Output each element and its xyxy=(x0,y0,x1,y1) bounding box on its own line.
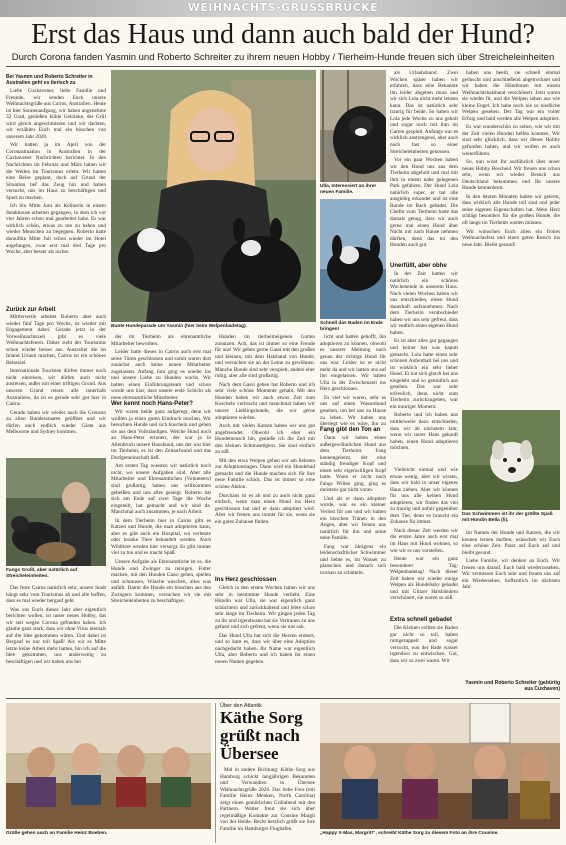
paragraph: Hunden im tierheimeigenen Garten zunutzen. Ach, das ist immer so eine Freude für uns! Wir gehen gerne Gassi mit den großen und kleinen, mit dem Halsband von Hunde, und versuchen sie an der Leine zu gewöhnen. Manche Hunde sind sehr verspielt, andere eher ruhig, aber alle sind großartig. xyxy=(215,334,315,380)
photo-ulla xyxy=(320,70,386,182)
subheadline: Durch Corona fanden Yasmin und Roberto Schreiter zu ihrem neuen Hobby / Tierheim-Hunde freuen sich über Streicheleinheiten xyxy=(11,52,555,63)
photo-main-image xyxy=(111,70,316,322)
caption-ulla: Ulla, Interessiert an ihrer neuen Familie. xyxy=(320,184,377,195)
paragraph: Mit den etwa Welpen gehen wir am liebsten zur Adoptionstagen. Dann wird ein Hundebad gemacht und die Hunde machen sich für ihre neue Familie schick. Das ist immer so eine schöne Aktion. xyxy=(215,457,315,491)
header-rule xyxy=(6,66,560,67)
paragraph: Und als er dann adoptiert wurde, war es ein kleiner Verlust für uns und wir hatten ein bisschen Tränen in den Augen, aber wir freuen uns natürlich für ihn und seine neue Familie. xyxy=(320,495,386,542)
box-title: Käthe Sorg grüßt nach Übersee xyxy=(220,708,303,763)
paragraph: als Urlaubshund. Zwei Wochen später haben wir erfahren, dass eine Bekannte ihn leider abgeben muss und wir sich Lola nicht mehr leisten kann. Das ist natürlich sehr traurig für beide. So haben wir Lola jede Woche zu uns geholt und sogar noch mit ihm im Garten gespielt. Anfangs war es wirklich anstrengend, aber auch nach fast so einer Streicheleinheiten genossen. xyxy=(390,70,458,155)
column-6b xyxy=(462,530,560,680)
paragraph: Vor ein paar Wochen haben wir den Hund uns aus dem Tierheim abgeholt und mal mit ihm in einem nahe gelegenen Park gefahren. Der Hund Lola natürlich super, er hat alle ausgiebig erkundet und ist eine Runde im Bach gebadet. Die Chefin vom Tierheim hatte das damals genug, dass wir auch gerne mal einen Hund über Nacht mit nach Hause nehmen dürften, denn das tut den Hunden auch gut. xyxy=(390,157,458,249)
paragraph: Am ersten Tag wussten wir natürlich noch nicht, wo unsere Aufgaben sind. Aber alle Mitarbeiter und Ehrenamtlichen (Volunteers) sind großartig, haben uns willkommen geheißen und uns alles gezeigt. Roberto hat sich am Ende auf zwei Tage die Woche eingeteilt, hat gemacht und wir sind da. Manchmal auch zusammen, je nach Arbeit. xyxy=(111,463,211,516)
lead-text: Bei Yasmin und Roberto Schreiter in Australien geht es tierisch zu xyxy=(6,74,93,86)
photo-family-boeben xyxy=(6,703,211,829)
paragraph: In der Zeit hatten wir natürlich ein schönes Wochenende in unserem Haus. Nach vielen Wochen haben wir uns entschieden, einen Hund dauerhaft aufzunehmen. Nach dem Tierheim verabschiedet haben wir uns sehr gefreut, dass wir endlich einen eigenen Hund haben. xyxy=(390,271,458,336)
paragraph: Die Kleinen sollten sie Baden gar nicht so toll, haben rumgezappelt und sogar versucht, was der Bade wasser irgendwo zu entwischen. Gut, dass wir so zwei waren. Wir xyxy=(390,625,458,664)
paragraph: Auch mit vielen Katzen haben wir uns gut angefreundet. Obwohl ich eher ein Hundemensch bin, genieße ich die Zeit mit den kleinen Schmusetigern. Sie sind einfach zu süß. xyxy=(215,423,315,456)
paragraph: Es war wunderschön zu sehen, wie wir mit der Zeit vielen Hunden helfen konnten. Wir sind sehr glücklich, dass wir dieses Hobby gefunden haben, und wir wollen es auch weiterführen. xyxy=(462,124,560,157)
photo-water-image xyxy=(320,199,386,319)
photo-family-image xyxy=(6,703,211,829)
column-2a xyxy=(111,334,211,406)
paragraph: Wir waren beide ganz aufgeregt, denn wir wollten ja einen guten Eindruck machen. Wir besuchten Hunde und sich kuscheln und gehen sie aus dem Vollständigen. Welche Hund noch an Hans-Peter erinnert, der war ja in Altenbruch unsere Haushund, uns der war hier im Tierheim, es ist den Zeitaufwand und das Dorfgemeinschaft ließ. xyxy=(111,409,211,461)
paragraph: Was uns Euch dieses Jahr aber eigentlich berichten wollen, ist unser neues Hobby, das wir seit wegen Corona gefunden haben. Ich glaube ganz stark, dass wir ohne Virus niemals auf die Idee gekommen wären. Und dabei ist Bergauf es nur toll Spaß! Als wir es Mitte letzte keine Arbeit mehr hatten, hin ich auf die Idee gekommen, uns anderweitig zu beschäftigen und wir haben uns bei xyxy=(6,606,106,666)
heading-heart: Ins Herz geschlossen xyxy=(215,577,277,583)
paragraph: Roberto und ich haben uns mittlerweile dazu entschieden, dass wir ab nächstem Jahr, wenn wir unser Haus gekauft haben, einen Hund adoptieren möchten. xyxy=(390,412,458,452)
photo-happy-xmas xyxy=(320,703,560,829)
paragraph: So, nun wisst Ihr ausführlich über unser neues Hobby Bescheid. Wir freuen uns schon sehr, wenn wir wieder Besuch aus Deutschland bekommen und Ihr unsere Hunde kennenlernt. xyxy=(462,159,560,192)
paragraph: Es viel wir waren, sehr es uns auf einen Wasserhund gesehen, um bei uns zu Hause zu leben. Wir haben uns überlegt wie es wäre, ihn zu xyxy=(320,394,386,426)
column-5d xyxy=(390,625,458,695)
column-5c xyxy=(390,467,458,615)
paragraph: Mittlerweile arbeitet Roberto aber auch wieder fünf Tage pro Woche, ist wieder mit Engagement dabei. Gerade jetzt in der Vorweihnachtszeit gibt es viele Weihnachtsfeiern. Daher sieht der Tourismus schon wieder besser aus. Australier die im Inland Urlaub machen, Cairns ist ein schönes Reiseziel. xyxy=(6,314,106,366)
column-6a xyxy=(462,70,560,408)
paragraph: haben uns beeilt, sie schnell einmal geduscht und anschließend abgetrocknet und wir haben die Hündinnen mit einem Weihnachtshalsband verschönert. Jetzt waren sie wieder fit, und die Welpen sahen aus wie kleine Engel. Ich habe noch nie so niedliche Welpen gesehen. Der Tag war ein voller Erfolg und bald werden alle Welpen adoptiert. xyxy=(462,70,560,122)
photo-group-dogs xyxy=(6,458,106,566)
paragraph: Leider hatte dieses in Cairns auch erst mal seine Türen geschlossen und somit waren dort zunächst auch keine neuen Mitarbeiter zugelassen. Anfang Juni ging es wieder los und unsere Liebe zu Hunden wuchs. Wir hatten einen Einführungsteam und schon wurde uns klar, dass unsere erste Schicht als neue ehrenamtliche Mitarbeiter. xyxy=(111,349,211,401)
column-5b xyxy=(390,271,458,465)
photo-dog-white xyxy=(462,410,560,510)
paragraph: Ich bin Mitte Juni als Kellnerin in einem Steakhouse arbeiten gegangen, in dem ich vor vier Jahren schon mal gearbeitet habe. Es war wirklich schön, etwas zu tun zu haben und wieder Menschen zu begegnen. Roberto hatte daraufhin Mitte Juli schon wieder im Hotel angefangen, zwar erst mal drei Tage pro Woche, aber besser als nichts. xyxy=(6,203,106,256)
photo-dog-white-image xyxy=(462,410,560,510)
paragraph: Durchaus ist es ab und zu auch nicht ganz einfach, wenn man einen Hund ins Herz geschlossen hat und er dann adoptiert wird. Aber wir freuen uns immer für sie, wenn sie ein gutes Zuhause finden. xyxy=(215,492,315,525)
column-3a xyxy=(215,334,315,574)
paragraph: Vielleicht einmal und wie etwas wenig, aber wir wissen, dass wir bald in unser eigenes Haus ziehen. Aber wir können für uns alle keinen Hund adoptieren, wir finden das viel zu traurig und unfair gegenüber dem Tier, denn es braucht ein Zuhause für immer. xyxy=(390,467,458,526)
photo-main-yasmin xyxy=(111,70,316,322)
column-3b xyxy=(215,585,315,695)
photo-water-dog xyxy=(320,199,386,319)
photo-ulla-image xyxy=(320,70,386,182)
heading-sunday: Unerfüllt, aber obhe xyxy=(390,263,447,269)
heading-dogs: Wer kennt noch Hans-Peter? xyxy=(111,401,193,407)
paragraph: Nach dem Gassi gehen hat Roberto und ich sehr viele schöne Momente gehabt. Mit den Hunden haben wir auch etwas Zeit zum Kuscheln verbracht und manchmal haben wir unsere Lieblingshunde, die wir gerne adoptieren würden. xyxy=(215,381,315,421)
caption-bottom-left: Grüße gehen auch an Familie Heinz Boeben. xyxy=(6,831,108,836)
heading-back-to-work: Zurück zur Arbeit xyxy=(6,307,56,313)
column-1c xyxy=(6,585,106,695)
paragraph: In dem Tierheim hier in Cairns gibt es Katzen und Hunde, die man adoptieren kann, aber es gibt auch ein Hospital, wo verletzte oder kranke Tiere behandelt werden. Auch Wildtiere werden hier versorgt. Es gibt immer viel zu tun und es macht Spaß. xyxy=(111,517,211,557)
photo-xmas-image xyxy=(320,703,560,829)
caption-main: Bunte Hundeparade um Yasmin (hier beim Welpenbadetag). xyxy=(111,324,248,329)
paragraph: licht und hatten gehofft, ihn adoptieren zu können, obwohl es unserer Meinung nach genau der richtige Hund für uns war. Leider ist er nicht mehr da und wir hatten uns auf ihn eingelassen. Wir haben Ulla in der Zwischenzeit ins Herz geschlossen. xyxy=(320,334,386,393)
bottom-rule xyxy=(6,698,560,699)
photo-group-dogs-image xyxy=(6,458,106,566)
caption-bottom-right: „Happy X-Mas, Margrit!“, schreibt Käthe Sorg zu diesem Foto an ihre Cousine. xyxy=(320,831,499,836)
caption-group-dogs: Fangs Großl, aber natürlich auf Streicheleinheiten. xyxy=(6,568,78,579)
paragraph: Das Hund Ulla hat sich die Herzen erobert, und so kam es, dass wir über eine Adoption nachgedacht haben. Ihr Name war eigentlich Ulla, aber Roberto und ich haben ihr einen neuen Namen gegeben. xyxy=(215,632,315,666)
paragraph: Es ist aber alles gut gegangen und keiner hat was kaputt gemacht. Lola hatte einen sehr schönen Aufenthalt bei uns und ist wirklich ein sehr lieber Hund. Er hat sich gleich bei uns eingelebt und so gemütlich aus gesehen. Das war sehr erfreulich, denn nicht zum Tierheim zurückzugehen, war ein trauriger Moment. xyxy=(390,338,458,410)
paragraph: Fang war übrigens ein leidenschaftlicher Schwimmer und liebte es, im Wasser zu planschen und danach sich trocken zu schütteln. xyxy=(320,543,386,576)
column-4a xyxy=(320,334,386,426)
kaethe-box xyxy=(215,703,315,843)
column-1b xyxy=(6,314,106,454)
column-5a xyxy=(390,70,458,260)
paragraph: Im Namen der Hunde und Katzen, die wir kennen lernen durften, wünschen wir Euch eine schöne Zeit. Passt auf Euch auf und bleibt gesund. xyxy=(462,530,560,556)
box-label: Über den Atlantik xyxy=(220,703,262,709)
paragraph: der im Tierheim als ehrenamtliche Mitarbeiter beworben. xyxy=(111,334,211,347)
author-line: Yasmin und Roberto Schreiter (gebürtig aus Cuxhaven) xyxy=(465,680,560,692)
column-1a xyxy=(6,88,106,306)
section-title: WEIHNACHTS-GRUSSBRÜCKE xyxy=(187,1,379,14)
paragraph: Wir wünschen Euch allen ein frohes Weihnachtsfest und einen guten Rutsch ins neue Jahr. Bleibt gesund! xyxy=(462,228,560,248)
paragraph: Gleich in den ersten Wochen haben wir uns sehr in bestimmte Hunde verliebt. Eine Hündin war Ulla, sie war eigentlich ganz schüchtern und zurückhaltend und lebte schon sehr lange im Tierheim. Wir gingen jeden Tag zu ihr und irgendwann hat sie Vertrauen zu uns gefasst und sich gefreut, wenn sie uns sah. xyxy=(215,585,315,631)
paragraph: Das feste Cairns natürlich sehr, unsere Stadt hängt sehr vom Tourismus ab und alle hoffen, dass es mal wieder bergauf geht. xyxy=(6,585,106,605)
heading-extra: Extra schnell gebadet xyxy=(390,617,453,623)
paragraph: Nach dieser Zeit werden wir die ersten Jahre auch erst mal im Haus mit Hund wohnen, so wie wir es uns vorstellen. xyxy=(390,527,458,554)
box-text xyxy=(220,767,315,834)
paragraph: Liebe Familie, wir denken an Euch. Wir freuen uns darauf, Euch bald wiederzusehen. Wir vermissen Euch sehr und freuen uns auf ein Wiedersehen, hoffentlich im nächsten Jahr. xyxy=(462,558,560,591)
paragraph: In den letzten Monaten haben wir gelernt, dass wirklich alle Hunde toll sind und jeder seine eigenen Eigenschaften hat. Mein Herz schlägt besonders für die großen Hunde, die oft lange im Tierheim warten müssen. xyxy=(462,193,560,227)
paragraph: Heute war ein ganz besonderer Tag: Welpenbadetag! Nach dieser Zeit haben wir wieder einige Welpen als Hundebaby gebadet und mit Glitzer Halsbändern verschönert, sie waren so süß. xyxy=(390,556,458,602)
heading-fang: Fang gibt den Ton an xyxy=(320,427,381,433)
paragraph: Internationale Touristen dürfen immer noch nicht einreisen, wir dürfen auch nicht ausreisen, außer mit einer triftigen Grund. Aus unseren Grund reisen alle innerhalb Australiens, da ist es gerade sehr gut hier in Cairns. xyxy=(6,368,106,408)
column-4b xyxy=(320,435,386,695)
column-2b xyxy=(111,409,211,694)
caption-water: Schnell das Baden im Ende bringen! xyxy=(320,321,383,332)
headline: Erst das Haus und dann auch bald der Hund? xyxy=(31,19,535,50)
caption-dog-white: Das Schwimmen ist ihr der größte Spaß mit Hündin Bella (li). xyxy=(462,512,553,523)
paragraph: Gerade haben wir wieder auch die Grenzen zu allen Bundesstaaten geöffnet und wir dürfen auch endlich wieder Gäste aus Melbourne und Sydney kommen. xyxy=(6,409,106,436)
paragraph: Wir hatten ja im April von der Coronasituation in Australien in der Cuxhavener Nachrichten berichtet. In den Nachrichten im Februar und März haben wir die Wellen im Tourismus erlebt. Wir hatten eine Reise geplant, doch auf Grund der Situation lief das Zeug hin und haben versucht, uns im Haus zu beschäftigen und Sport zu machen. xyxy=(6,142,106,201)
paragraph: Mal in andere Richtung: Käthe Sorg aus Hamburg schickt langjährigen Bekannten und Verwandten in Übersee Weihnachtsgrüße 2020. Das liebe Foto (mit Familie Heinz Menken, North Carolina) zeigt einen gemütlichen Grillabend mit den Partnern. Weiter freut sie sich über regelmäßige Kontakte zur Cousine Margit von der Heide. Recht herzlich grüßt sie ihre Familie im Hamburger Flughafen. xyxy=(220,767,315,832)
paragraph: Unsere Aufgabe als Ehrenamtliche ist es, die Hunde und Zwinger zu reinigen, Futter machen, mit den Hunden Gassi gehen, spielen und schmusen, Wäsche waschen, alles was anfällt. Damit die Hunde ein bisschen aus den Zwingern kommen, versuchen wir sie mit Streicheleinheiten zu beschäftigen. xyxy=(111,559,211,605)
paragraph: Dann wir haben einen außergewöhnlichen Hund aus dem Tierheim: Fang kennengelernt, der eine ständig freudiger Kopf und einen sehr eigenwilligen Kopf hatte. Wann er nicht nach Fangs Willen ging, ging es meistens gar nicht voran. xyxy=(320,435,386,494)
paragraph: Liebe Cuxhavener, liebe Familie und Freunde, wir senden Euch unsere Weihnachtsgrüße aus Cairns, Australien. Heute ist hier Sonnenaufgang, wir haben angenehme 32 Grad, genießen kühle Getränke, der Grill wird gleich angeschmissen und wir dachten, wir erzählen Euch mal ein bisschen von unserem Jahr 2020. xyxy=(6,88,106,140)
